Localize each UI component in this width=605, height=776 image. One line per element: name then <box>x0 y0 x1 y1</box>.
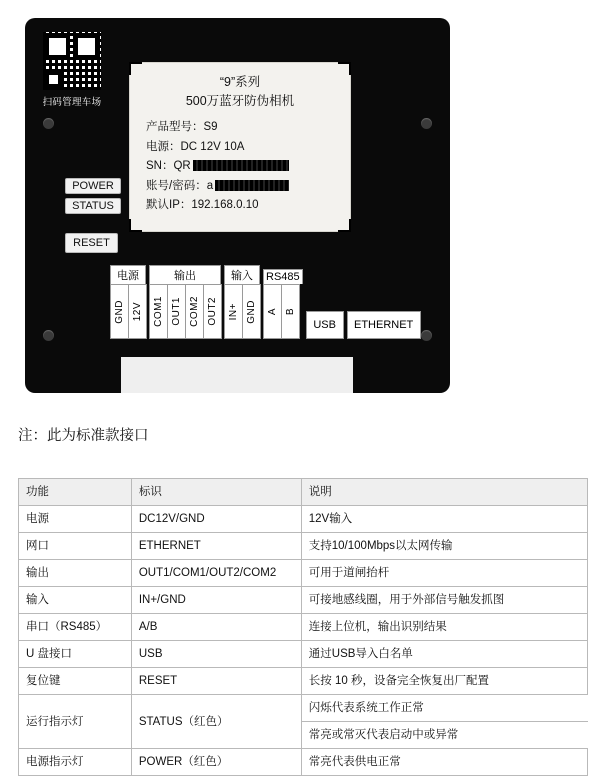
cell-desc: 通过USB导入白名单 <box>301 641 587 668</box>
cell-function: 运行指示灯 <box>19 695 132 749</box>
cell-function: 电源指示灯 <box>19 749 132 776</box>
connector-group-power <box>110 265 146 339</box>
reset-button-label: RESET <box>65 233 118 253</box>
screw-hole <box>43 330 54 341</box>
screw-hole <box>421 118 432 129</box>
label-sn: SN：QR <box>146 157 350 177</box>
screw-hole <box>43 118 54 129</box>
device-photo <box>25 18 450 393</box>
pin-terminal: GND <box>242 284 261 339</box>
label-spec-lines <box>130 118 350 216</box>
cell-id: OUT1/COM1/OUT2/COM2 <box>131 560 301 587</box>
pin-terminal: B <box>281 284 300 339</box>
cell-id: A/B <box>131 614 301 641</box>
cell-desc: 可接地感线圈，用于外部信号触发抓图 <box>301 587 587 614</box>
cell-id: DC12V/GND <box>131 506 301 533</box>
pin-terminal: 12V <box>128 284 147 339</box>
label-title-line1: “9”系列 <box>219 75 261 89</box>
table-row <box>19 587 588 614</box>
table-row <box>19 695 588 749</box>
cell-desc-multiline <box>301 695 587 749</box>
cell-desc: 支持10/100Mbps以太网传输 <box>301 533 587 560</box>
pin-terminal: COM2 <box>185 284 204 339</box>
cell-id: IN+/GND <box>131 587 301 614</box>
cell-function: 输出 <box>19 560 132 587</box>
label-corner-mark <box>338 219 351 232</box>
cell-id: ETHERNET <box>131 533 301 560</box>
redaction-bar <box>215 180 289 191</box>
cell-desc: 常亮代表供电正常 <box>301 749 587 776</box>
table-row <box>19 614 588 641</box>
cell-function: 网口 <box>19 533 132 560</box>
cell-desc-line: 闪烁代表系统工作正常 <box>302 695 588 722</box>
label-account: 账号/密码：a <box>146 177 350 197</box>
cell-desc-line: 常亮或常灭代表启动中或异常 <box>308 729 459 741</box>
cell-id: RESET <box>131 668 301 695</box>
connector-group-input <box>224 265 260 339</box>
usb-port: USB <box>306 311 344 339</box>
cell-desc: 12V输入 <box>301 506 587 533</box>
table-row <box>19 668 588 695</box>
qr-caption: 扫码管理车场 <box>42 97 102 108</box>
redaction-bar <box>193 160 289 171</box>
pin-terminal: A <box>263 284 282 339</box>
pin-terminal: GND <box>110 284 129 339</box>
connector-strip <box>110 261 424 339</box>
label-model: 产品型号：S9 <box>146 121 218 133</box>
label-corner-mark <box>129 219 142 232</box>
column-header-id: 标识 <box>131 479 301 506</box>
table-row <box>19 641 588 668</box>
column-header-function: 功能 <box>19 479 132 506</box>
cell-id: POWER（红色） <box>131 749 301 776</box>
table-header-row <box>19 479 588 506</box>
pin-terminal: IN+ <box>224 284 243 339</box>
power-indicator-label: POWER <box>65 178 121 194</box>
cell-desc: 长按 10 秒，设备完全恢复出厂配置 <box>301 668 587 695</box>
cell-id: USB <box>131 641 301 668</box>
connector-group-title: 电源 <box>110 265 146 284</box>
connector-group-output <box>149 265 221 339</box>
label-power: 电源：DC 12V 10A <box>146 140 245 153</box>
column-header-desc: 说明 <box>301 479 587 506</box>
table-row <box>19 749 588 776</box>
cell-function: 复位键 <box>19 668 132 695</box>
note-text: 注：此为标准款接口 <box>18 428 149 444</box>
status-indicator-label: STATUS <box>65 198 121 214</box>
pin-terminal: OUT2 <box>203 284 222 339</box>
product-label-sticker <box>129 62 351 232</box>
label-default-ip: 默认IP：192.168.0.10 <box>146 199 259 211</box>
label-corner-mark <box>129 62 142 75</box>
qr-block <box>37 32 107 108</box>
label-corner-mark <box>338 62 351 75</box>
table-row <box>19 560 588 587</box>
label-title-line2: 500万蓝牙防伪相机 <box>185 94 295 108</box>
qr-code-icon <box>43 32 101 90</box>
pin-terminal: COM1 <box>149 284 168 339</box>
table-row <box>19 506 588 533</box>
cell-function: 串口（RS485） <box>19 614 132 641</box>
cell-function: U 盘接口 <box>19 641 132 668</box>
connector-group-title: 输出 <box>149 265 221 284</box>
cell-desc: 可用于道闸抬杆 <box>301 560 587 587</box>
connector-group-title: 输入 <box>224 265 260 284</box>
connector-group-title: RS485 <box>263 269 303 284</box>
connector-group-rs485 <box>263 269 303 339</box>
cell-id: STATUS（红色） <box>131 695 301 749</box>
ethernet-port: ETHERNET <box>347 311 421 339</box>
cell-desc: 连接上位机，输出识别结果 <box>301 614 587 641</box>
device-bottom-plate <box>121 357 353 393</box>
cell-function: 电源 <box>19 506 132 533</box>
interface-spec-table <box>18 478 588 776</box>
table-row <box>19 533 588 560</box>
device-body <box>25 18 450 393</box>
cell-function: 输入 <box>19 587 132 614</box>
pin-terminal: OUT1 <box>167 284 186 339</box>
